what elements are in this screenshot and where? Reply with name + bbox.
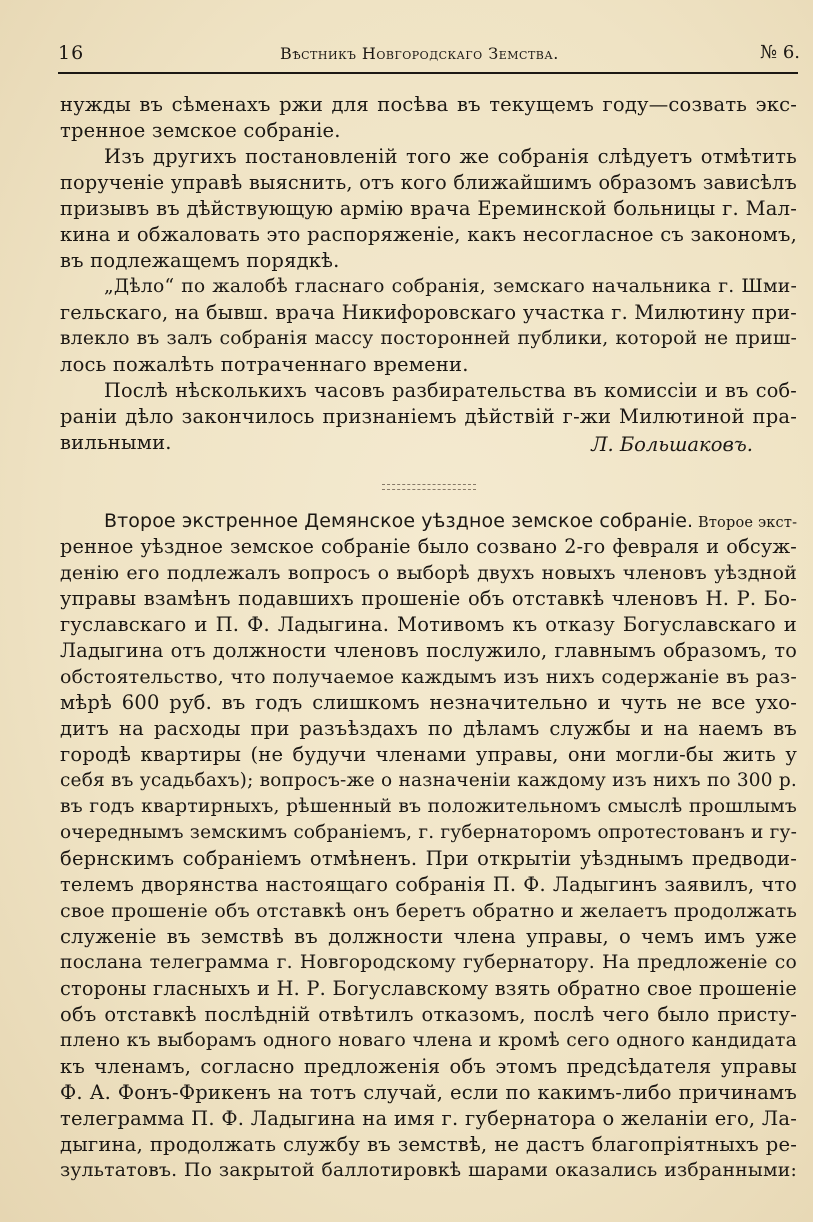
text-line: свое прошеніе объ отставкѣ онъ беретъ обратно и желаетъ продолжать bbox=[60, 900, 797, 922]
text-line: себя въ усадьбахъ); вопросъ-же о назначеніи каждому изъ нихъ по 300 р. bbox=[60, 770, 797, 791]
text-line: ренное уѣздное земское собраніе было созвано 2-го февраля и обсуж- bbox=[60, 535, 797, 558]
text-line: Послѣ нѣсколькихъ часовъ разбирательства въ комиссіи и въ соб- bbox=[104, 379, 797, 402]
text-line: „Дѣло“ по жалобѣ гласнаго собранія, земскаго начальника г. Шми- bbox=[104, 276, 797, 297]
text-line: мѣрѣ 600 руб. въ годъ слишкомъ незначительно и чуть не все ухо- bbox=[60, 691, 797, 714]
text-line: зультатовъ. По закрытой баллотировкѣ шарами оказались избранными: bbox=[60, 1160, 797, 1181]
text-line: въ годъ квартирныхъ, рѣшенный въ положительномъ смыслѣ прошлымъ bbox=[60, 796, 797, 817]
text-line: вильными. bbox=[60, 431, 172, 454]
text-line: телеграмма П. Ф. Ладыгина на имя г. губернатора о желаніи его, Ла- bbox=[60, 1107, 797, 1130]
text-line: управы взамѣнъ подавшихъ прошеніе объ отставкѣ членовъ Н. Р. Бо- bbox=[60, 587, 797, 610]
text-line: обстоятельство, что получаемое каждымъ изъ нихъ содержаніе въ раз- bbox=[60, 666, 797, 688]
text-line: дитъ на расходы при разъѣздахъ по дѣламъ службы и на наемъ въ bbox=[60, 717, 797, 740]
page-number: 16 bbox=[58, 42, 85, 64]
text-line: влекло въ залъ собранія массу посторонней публики, которой не приш- bbox=[60, 328, 797, 349]
text-line: послана телеграмма г. Новгородскому губернатору. На предложеніе со bbox=[60, 952, 797, 973]
text-line: нужды въ сѣменахъ ржи для посѣва въ текущемъ году—созвать экс- bbox=[60, 93, 797, 116]
text-line: въ подлежащемъ порядкѣ. bbox=[60, 249, 340, 272]
author-signature: Л. Большаковъ. bbox=[591, 433, 753, 456]
text-line: плено къ выборамъ одного новаго члена и кромѣ сего одного кандидата bbox=[60, 1030, 797, 1051]
running-title: Вѣстникъ Новгородскаго Земства. bbox=[280, 44, 559, 63]
header-rule bbox=[58, 72, 798, 74]
text-line: раніи дѣло закончилось признаніемъ дѣйствій г-жи Милютиной пра- bbox=[60, 405, 797, 428]
text-line: Ф. А. Фонъ-Фрикенъ на тотъ случай, если по какимъ-либо причинамъ bbox=[60, 1081, 797, 1104]
text-line: гуславскаго и П. Ф. Ладыгина. Мотивомъ къ отказу Богуславскаго и bbox=[60, 613, 797, 636]
section-lead: Второе экстренное Демянское уѣздное земское собраніе. bbox=[104, 510, 694, 532]
text-line: денію его подлежалъ вопросъ о выборѣ двухъ новыхъ членовъ уѣздной bbox=[60, 562, 797, 584]
section-divider bbox=[382, 484, 476, 490]
text-line: городѣ квартиры (не будучи членами управы, они могли-бы жить у bbox=[60, 743, 797, 766]
page-header bbox=[58, 40, 800, 68]
issue-number: № 6. bbox=[760, 42, 800, 63]
text-line: къ членамъ, согласно предложенія объ этомъ предсѣдателя управы bbox=[60, 1055, 797, 1078]
text-line: служеніе въ земствѣ въ должности члена управы, о чемъ имъ уже bbox=[60, 925, 797, 948]
text-line: телемъ дворянства настоящаго собранія П. Ф. Ладыгинъ заявилъ, что bbox=[60, 873, 797, 896]
text-line: порученіе управѣ выяснить, отъ кого ближайшимъ образомъ зависѣлъ bbox=[60, 171, 797, 194]
text-line: объ отставкѣ послѣдній отвѣтилъ отказомъ, послѣ чего было присту- bbox=[60, 1003, 797, 1026]
text-line: лось пожалѣть потраченнаго времени. bbox=[60, 353, 469, 376]
text-line: бернскимъ собраніемъ отмѣненъ. При открытіи уѣзднымъ предводи- bbox=[60, 847, 797, 870]
text-line: гельскаго, на бывш. врача Никифоровскаго участка г. Милютину при- bbox=[60, 301, 797, 324]
text-line: призывъ въ дѣйствующую армію врача Ереминской больницы г. Мал- bbox=[60, 197, 797, 220]
text-line: Ладыгина отъ должности членовъ послужило, главнымъ образомъ, то bbox=[60, 639, 797, 662]
text-line: Изъ другихъ постановленій того же собранія слѣдуетъ отмѣтить bbox=[104, 145, 797, 168]
text-line bbox=[104, 508, 797, 536]
text-line: тренное земское собраніе. bbox=[60, 119, 341, 142]
text-fragment: Второе экст- bbox=[697, 515, 798, 531]
text-line: стороны гласныхъ и Н. Р. Богуславскому взять обратно свое прошеніе bbox=[60, 977, 797, 1000]
text-line: дыгина, продолжать службу въ земствѣ, не дастъ благопріятныхъ ре- bbox=[60, 1133, 797, 1156]
text-line: кина и обжаловать это распоряженіе, какъ несогласное съ закономъ, bbox=[60, 223, 797, 246]
text-line: очереднымъ земскимъ собраніемъ, г. губернаторомъ опротестованъ и гу- bbox=[60, 822, 798, 843]
